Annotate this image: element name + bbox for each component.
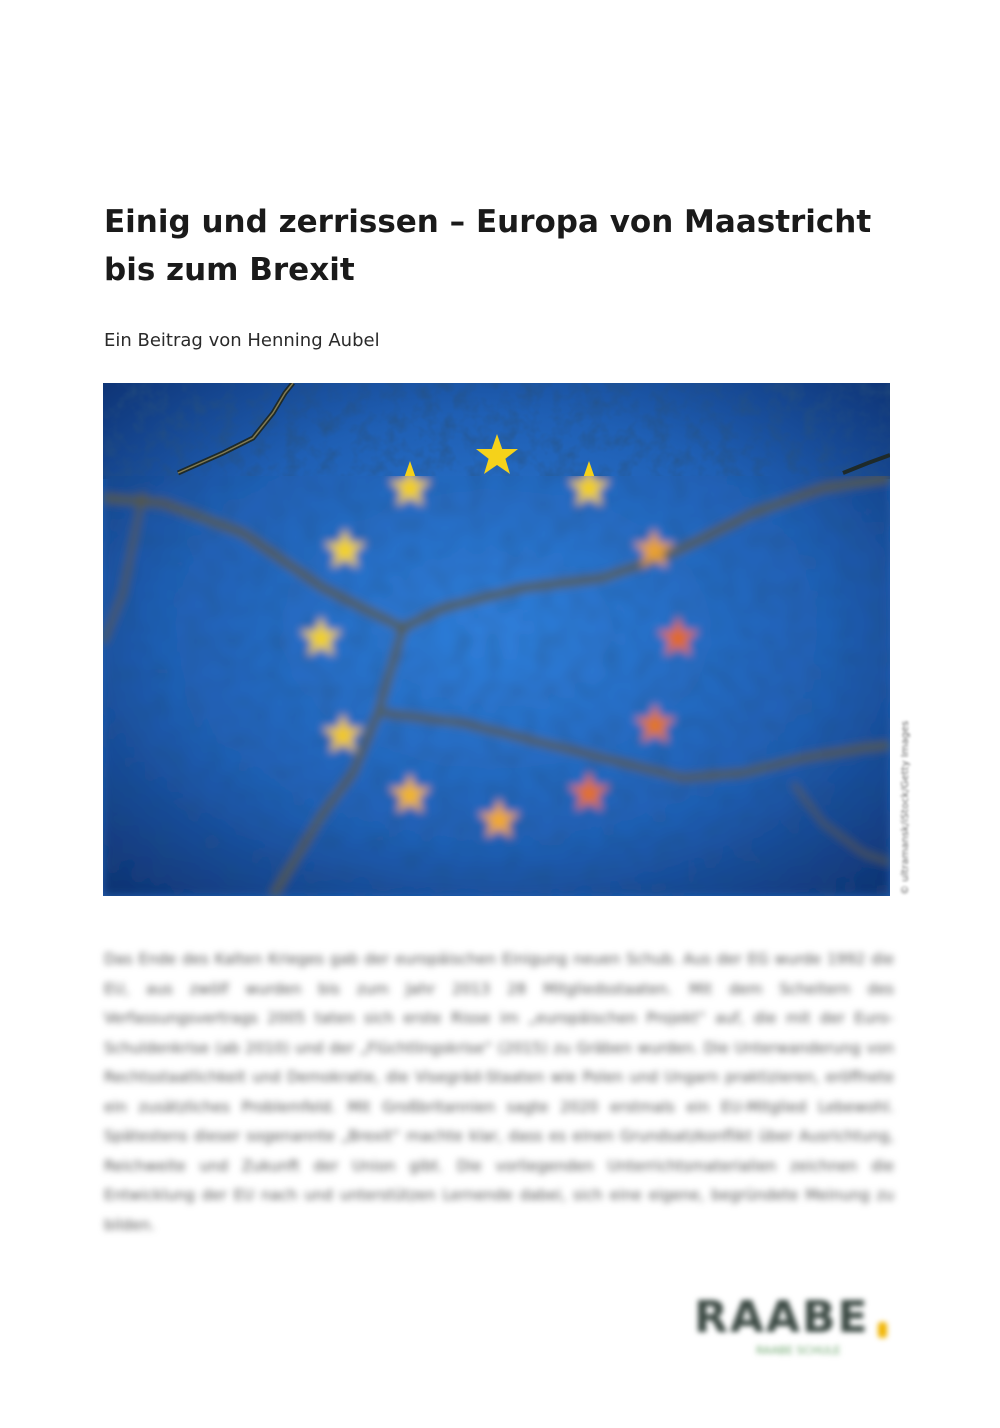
logo-tagline: RAABE SCHULE	[756, 1344, 841, 1357]
author-line: Ein Beitrag von Henning Aubel	[104, 330, 380, 351]
image-credit: © ultramansk/iStock/Getty Images	[900, 720, 911, 895]
raabe-logo	[694, 1292, 904, 1364]
document-title: Einig und zerrissen – Europa von Maastricht bis zum Brexit	[104, 204, 872, 288]
logo-accent-mark	[878, 1322, 887, 1338]
eu-flag-image	[103, 383, 890, 896]
logo-wordmark: RAABE	[694, 1292, 870, 1343]
abstract-text: Das Ende des Kalten Krieges gab der europäischen Einigung neuen Schub. Aus der EG wurde 1992 die EU, aus zwölf wurden bis zum Jahr 2013 28 Mitgliedsstaaten. Mit dem Scheitern des Verfassungsvertrags 2005 taten sich erste Risse im „europäischen Projekt“ auf, die mit der Euro-Schuldenkrise (ab 2010) und der „Flüchtlingskrise“ (2015) zu Gräben wurden. Die Unterwanderung von Rechtsstaatlichkeit und Demokratie, die Visegrád-Staaten wie Polen und Ungarn praktizieren, eröffnete ein zusätzliches Problemfeld. Mit Großbritannien sagte 2020 erstmals ein EU-Mitglied Lebewohl. Spätestens dieser sogenannte „Brexit“ machte klar, dass es einen Grundsatzkonflikt über Ausrichtung, Reichweite und Zukunft der Union gibt. Die vorliegenden Unterrichtsmaterialien zeichnen die Entwicklung der EU nach und unterstützen Lernende dabei, sich eine eigene, begründete Meinung zu bilden.	[104, 950, 894, 1234]
